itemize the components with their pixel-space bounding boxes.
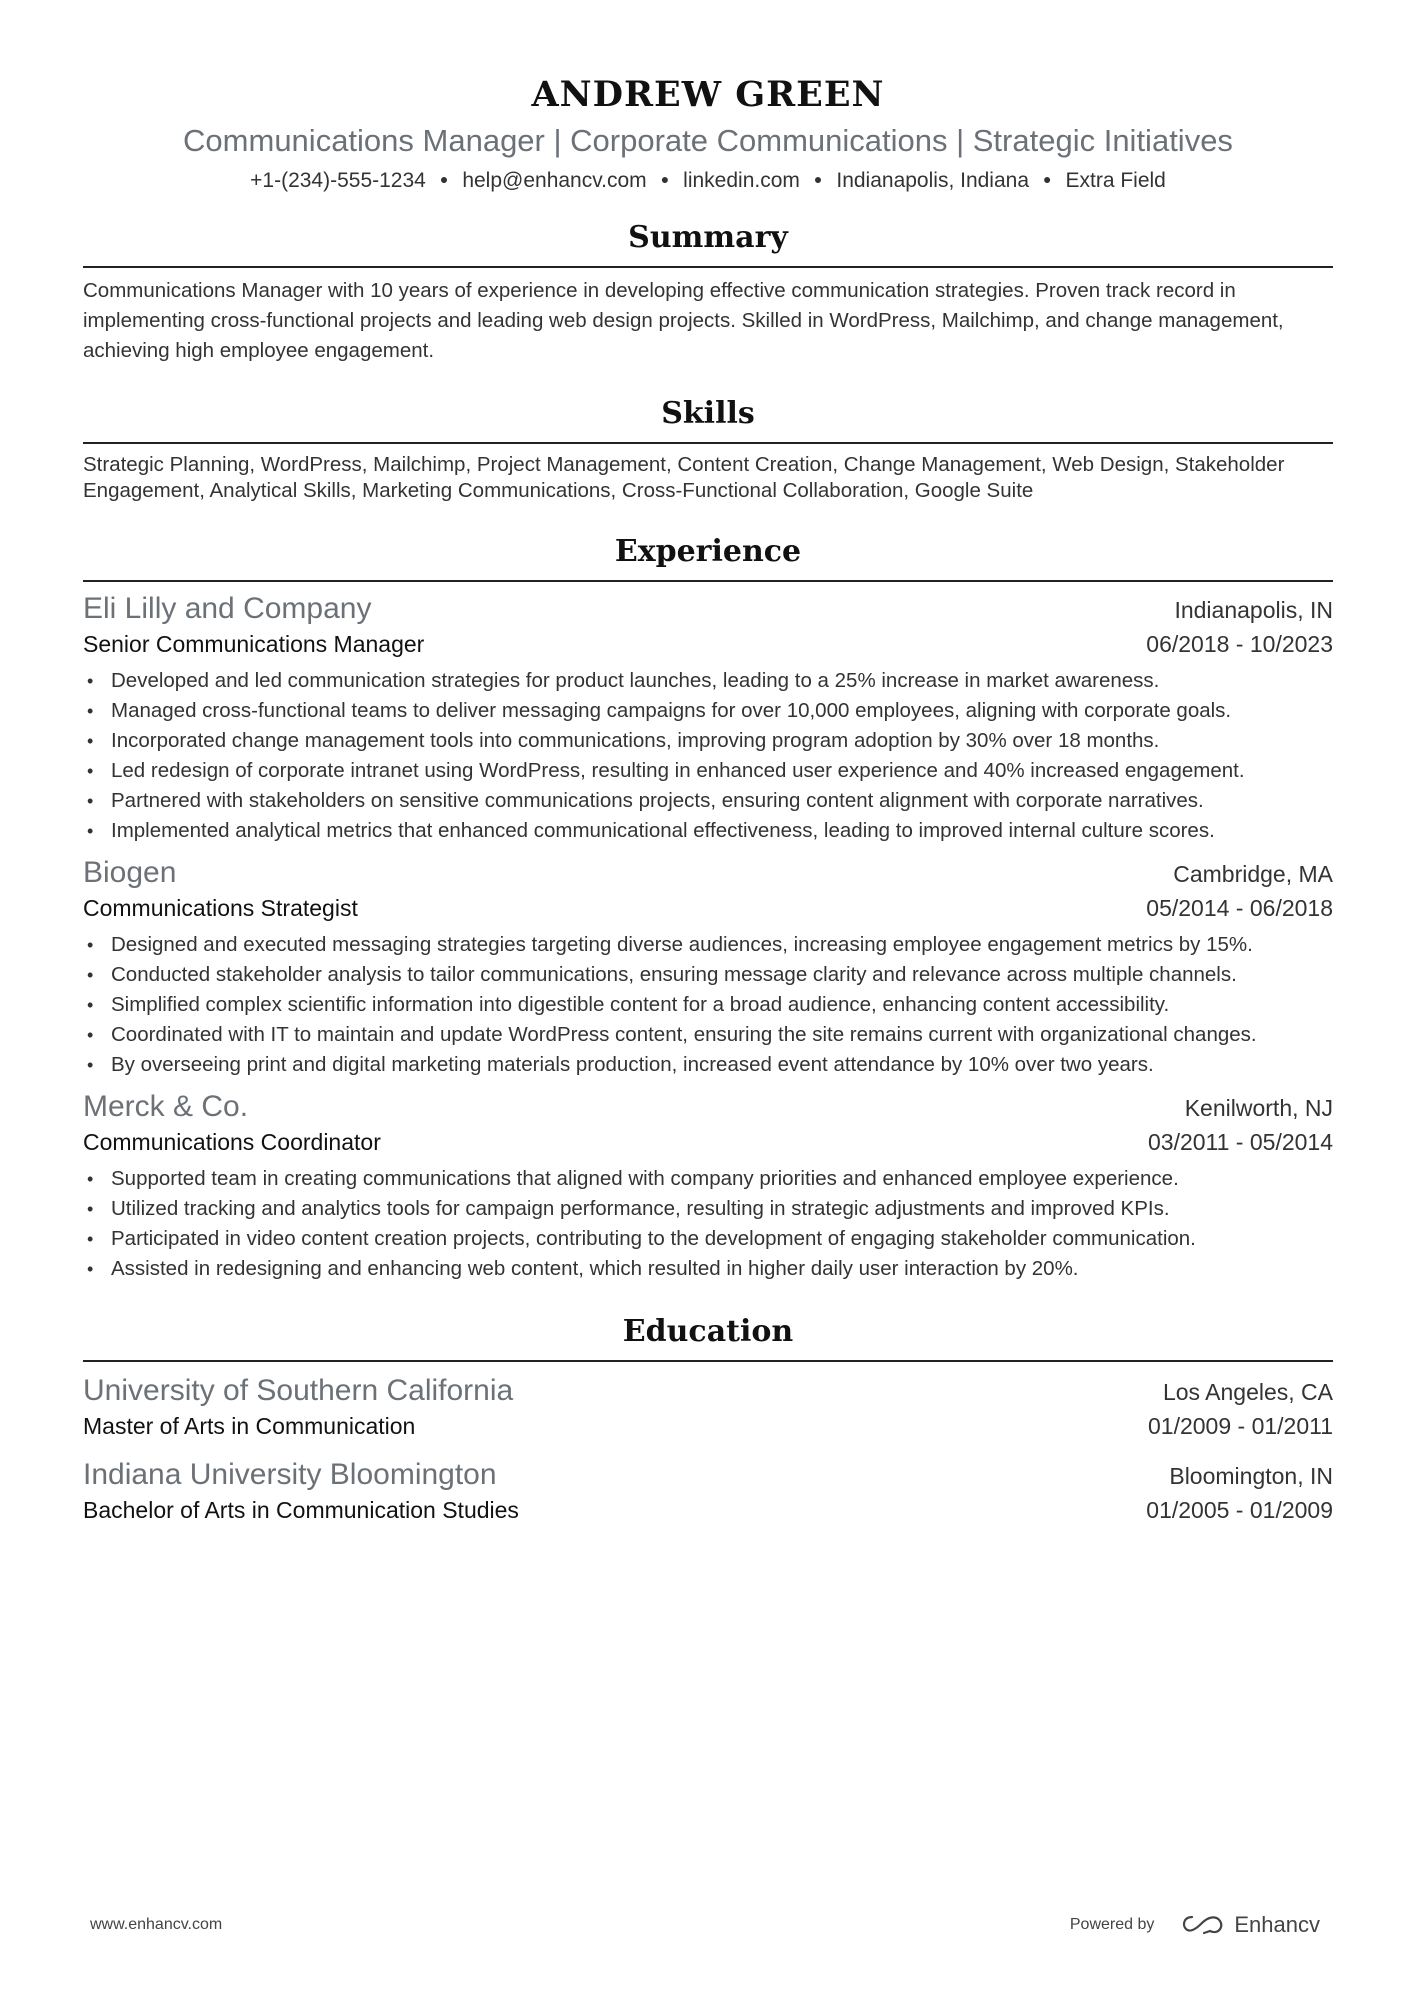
achievement-item: • Developed and led communication strategies for product launches, leading to a 25% increase in market awareness. — [111, 666, 1333, 696]
experience-entry — [83, 1088, 1333, 1284]
separator-dot: ● — [813, 171, 823, 187]
powered-by — [1070, 1912, 1320, 1938]
contact-phone: +1-(234)-555-1234 — [250, 169, 426, 192]
company-name: Biogen — [83, 856, 177, 889]
skills-text: Strategic Planning, WordPress, Mailchimp, Project Management, Content Creation, Change Management, Web Design, Stakeholder Engagement, Analytical Skills, Marketing Communications, Cross-Functional Collaboration, Google Suite — [83, 453, 1285, 502]
job-title: Senior Communications Manager — [83, 631, 425, 657]
achievement-item: • Implemented analytical metrics that enhanced communicational effectiveness, leading to improved internal culture scores. — [111, 816, 1333, 846]
contact-extra-field: Extra Field — [1065, 169, 1166, 192]
achievement-list — [83, 666, 1333, 846]
education-entry — [83, 1456, 1333, 1526]
contact-line — [83, 166, 1333, 194]
section-heading-summary: Summary — [83, 218, 1333, 268]
summary-section — [83, 218, 1333, 366]
education-entry — [83, 1372, 1333, 1442]
contact-email[interactable]: help@enhancv.com — [462, 169, 647, 192]
separator-dot: ● — [439, 171, 449, 187]
separator-dot: ● — [1043, 171, 1052, 187]
job-location: Indianapolis, IN — [1174, 597, 1333, 623]
achievement-item: • By overseeing print and digital marketing materials production, increased event attendance by 10% over two years. — [111, 1050, 1333, 1080]
job-title: Communications Strategist — [83, 895, 358, 921]
achievement-list — [83, 1164, 1333, 1284]
achievement-item: • Conducted stakeholder analysis to tailor communications, ensuring message clarity and relevance across multiple channels. — [111, 960, 1333, 990]
enhancv-logo-icon — [1180, 1913, 1226, 1937]
contact-location: Indianapolis, Indiana — [836, 169, 1030, 192]
achievement-item: • Coordinated with IT to maintain and update WordPress content, ensuring the site remains current with organizational changes. — [111, 1020, 1333, 1050]
achievement-item: • Supported team in creating communications that aligned with company priorities and enhanced employee experience. — [111, 1164, 1333, 1194]
job-title: Communications Coordinator — [83, 1129, 381, 1155]
section-heading-education: Education — [83, 1312, 1333, 1362]
enhancv-logo[interactable] — [1180, 1912, 1320, 1938]
job-dates: 03/2011 - 05/2014 — [1147, 1129, 1333, 1155]
headline-title: Communications Manager | Corporate Communications | Strategic Initiatives — [183, 123, 1233, 158]
resume-page — [83, 0, 1333, 1526]
experience-entry — [83, 854, 1333, 1080]
education-section — [83, 1312, 1333, 1526]
job-location: Cambridge, MA — [1173, 861, 1333, 887]
school-name: University of Southern California — [83, 1374, 514, 1407]
section-heading-skills: Skills — [83, 394, 1333, 444]
page-footer — [90, 1905, 1320, 1945]
achievement-item: • Utilized tracking and analytics tools for campaign performance, resulting in strategic adjustments and improved KPIs. — [111, 1194, 1333, 1224]
separator-dot: ● — [660, 171, 670, 187]
achievement-item: • Incorporated change management tools into communications, improving program adoption by 30% over 18 months. — [111, 726, 1333, 756]
resume-header — [83, 0, 1333, 194]
powered-by-label: Powered by — [1069, 1916, 1155, 1933]
company-name: Merck & Co. — [83, 1090, 249, 1123]
school-location: Los Angeles, CA — [1162, 1379, 1333, 1405]
school-name: Indiana University Bloomington — [83, 1458, 497, 1491]
achievement-item: • Led redesign of corporate intranet using WordPress, resulting in enhanced user experience and 40% increased engagement. — [111, 756, 1333, 786]
experience-entry — [83, 590, 1333, 846]
achievement-item: • Partnered with stakeholders on sensitive communications projects, ensuring content alignment with corporate narratives. — [111, 786, 1333, 816]
education-dates: 01/2005 - 01/2009 — [1146, 1497, 1333, 1523]
achievement-item: • Designed and executed messaging strategies targeting diverse audiences, increasing employee engagement metrics by 15%. — [111, 930, 1333, 960]
contact-linkedin[interactable]: linkedin.com — [683, 169, 800, 192]
school-location: Bloomington, IN — [1169, 1463, 1333, 1489]
achievement-item: • Simplified complex scientific information into digestible content for a broad audience, enhancing content accessibility. — [111, 990, 1333, 1020]
education-dates: 01/2009 - 01/2011 — [1147, 1413, 1333, 1439]
job-dates: 06/2018 - 10/2023 — [1146, 631, 1333, 657]
footer-website-link[interactable]: www.enhancv.com — [90, 1916, 223, 1933]
degree-name: Bachelor of Arts in Communication Studies — [83, 1497, 519, 1523]
job-location: Kenilworth, NJ — [1184, 1095, 1333, 1121]
brand-name: Enhancv — [1234, 1912, 1320, 1937]
achievement-item: • Managed cross-functional teams to deliver messaging campaigns for over 10,000 employees, aligning with corporate goals. — [111, 696, 1333, 726]
achievement-list — [83, 930, 1333, 1080]
achievement-item: • Participated in video content creation projects, contributing to the development of engaging stakeholder communication. — [111, 1224, 1333, 1254]
achievement-item: • Assisted in redesigning and enhancing web content, which resulted in higher daily user interaction by 20%. — [111, 1254, 1333, 1284]
candidate-name: ANDREW GREEN — [531, 74, 885, 115]
experience-section — [83, 532, 1333, 1284]
skills-section — [83, 394, 1333, 504]
job-dates: 05/2014 - 06/2018 — [1146, 895, 1333, 921]
company-name: Eli Lilly and Company — [83, 592, 372, 625]
degree-name: Master of Arts in Communication — [83, 1413, 416, 1439]
summary-text: Communications Manager with 10 years of experience in developing effective communication strategies. Proven track record in implementing cross-functional projects and leading web design projects. Skilled in WordPress, Mailchimp, and change management, achieving high employee engagement. — [83, 279, 1284, 362]
section-heading-experience: Experience — [83, 532, 1333, 582]
